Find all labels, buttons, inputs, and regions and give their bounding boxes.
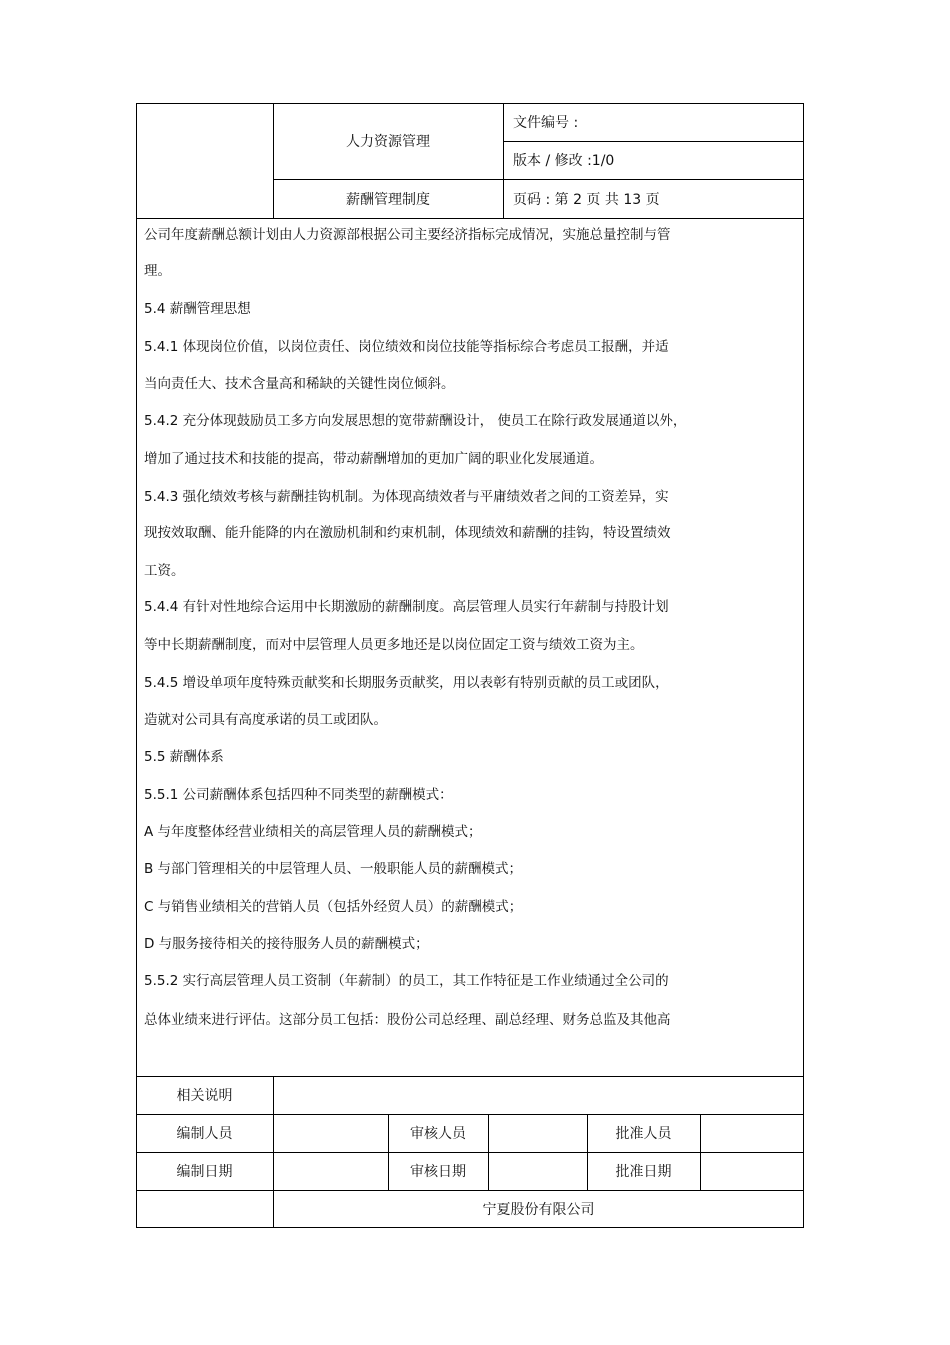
body-line: A 与年度整体经营业绩相关的高层管理人员的薪酬模式； (144, 824, 482, 840)
body-line: 公司年度薪酬总额计划由人力资源部根据公司主要经济指标完成情况，实施总量控制与管 (144, 227, 671, 243)
page-number-label: 页码 : 第 2 页 共 13 页 (513, 191, 660, 208)
body-line: 总体业绩来进行评估。这部分员工包括：股份公司总经理、副总经理、财务总监及其他高 (144, 1012, 671, 1028)
version-label: 版本 / 修改 :1/0 (513, 153, 615, 169)
approver-label: 批准人员 (615, 1126, 672, 1142)
compiler-label: 编制人员 (176, 1126, 233, 1142)
body-line: 现按效取酬、能升能降的内在激励机制和约束机制，体现绩效和薪酬的挂钩，特设置绩效 (144, 525, 671, 541)
section-heading: 5.4 薪酬管理思想 (144, 301, 251, 317)
review-date-label: 审核日期 (410, 1164, 466, 1180)
body-line: 理。 (144, 263, 171, 279)
file-number-label: 文件编号 : (513, 115, 579, 131)
body-line: 5.5.1 公司薪酬体系包括四种不同类型的薪酬模式： (144, 787, 453, 803)
body-line: 5.4.4 有针对性地综合运用中长期激励的薪酬制度。高层管理人员实行年薪制与持股计划 (144, 599, 669, 615)
body-line: 增加了通过技术和技能的提高，带动薪酬增加的更加广阔的职业化发展通道。 (144, 451, 603, 467)
document-title: 薪酬管理制度 (346, 191, 430, 208)
compile-date-label: 编制日期 (176, 1164, 233, 1180)
body-line: B 与部门管理相关的中层管理人员、一般职能人员的薪酬模式； (144, 861, 523, 877)
company-name: 宁夏股份有限公司 (482, 1202, 595, 1218)
reviewer-label: 审核人员 (410, 1126, 466, 1142)
header-bottom-border (136, 218, 804, 219)
footer-divider (700, 1114, 701, 1190)
approve-date-label: 批准日期 (615, 1164, 672, 1180)
body-line: 5.4.2 充分体现鼓励员工多方向发展思想的宽带薪酬设计， 使员工在除行政发展通道以外， (144, 413, 687, 429)
body-line: 当向责任大、技术含量高和稀缺的关键性岗位倾斜。 (144, 376, 455, 392)
body-line: 造就对公司具有高度承诺的员工或团队。 (144, 712, 387, 728)
body-line: 5.4.1 体现岗位价值，以岗位责任、岗位绩效和岗位技能等指标综合考虑员工报酬，并适 (144, 339, 669, 355)
body-line: 5.5.2 实行高层管理人员工资制（年薪制）的员工，其工作特征是工作业绩通过全公司的 (144, 973, 669, 989)
document-frame (136, 103, 804, 1228)
department-label: 人力资源管理 (346, 134, 430, 150)
body-line: C 与销售业绩相关的营销人员（包括外经贸人员）的薪酬模式； (144, 899, 523, 915)
body-line: 5.4.5 增设单项年度特殊贡献奖和长期服务贡献奖，用以表彰有特别贡献的员工或团队， (144, 675, 669, 691)
body-line: D 与服务接待相关的接待服务人员的薪酬模式； (144, 936, 429, 952)
footer-divider (488, 1114, 489, 1190)
body-line: 等中长期薪酬制度，而对中层管理人员更多地还是以岗位固定工资与绩效工资为主。 (144, 637, 644, 653)
body-line: 5.4.3 强化绩效考核与薪酬挂钩机制。为体现高绩效者与平庸绩效者之间的工资差异，实 (144, 489, 669, 505)
section-heading: 5.5 薪酬体系 (144, 749, 224, 765)
body-line: 工资。 (144, 563, 185, 579)
related-notes-label: 相关说明 (176, 1088, 233, 1104)
